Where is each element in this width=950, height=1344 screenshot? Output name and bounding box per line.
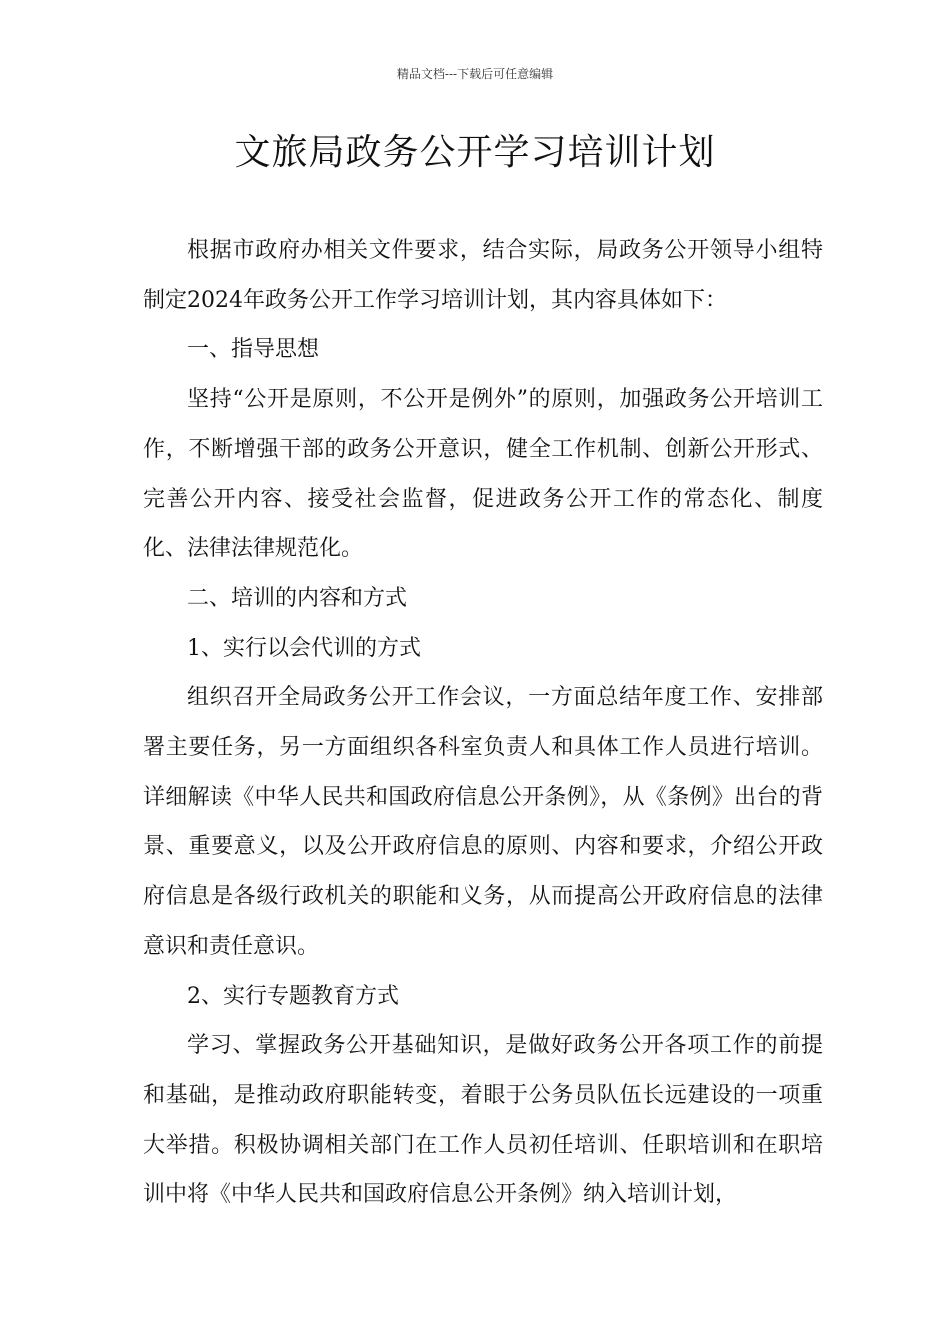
subheading-topic-education: 2、实行专题教育方式 (187, 983, 399, 1009)
meeting-training-paragraph: 组织召开全局政务公开工作会议，一方面总结年度工作、安排部署主要任务，另一方面组织各科室负责人和具体工作人员进行培训。详细解读《中华人民共和国政府信息公开条例》，从《条例》出台的背景、重要意义，以及公开政府信息的原则、内容和要求，介绍公开政府信息是各级行政机关的职能和义务，从而提高公开政府信息的法律意识和责任意识。 (143, 685, 823, 959)
section-heading-training-content: 二、培训的内容和方式 (187, 585, 408, 611)
page-header: 精品文档---下载后可任意编辑 (396, 67, 554, 81)
subheading-meeting-training: 1、实行以会代训的方式 (187, 635, 421, 661)
topic-education-paragraph: 学习、掌握政务公开基础知识，是做好政务公开各项工作的前提和基础，是推动政府职能转变，着眼于公务员队伍长远建设的一项重大举措。积极协调相关部门在工作人员初任培训、任职培训和在职培训中将《中华人民共和国政府信息公开条例》纳入培训计划， (143, 1033, 823, 1208)
section-heading-guiding-thought: 一、指导思想 (187, 337, 320, 363)
guiding-thought-paragraph: 坚持“公开是原则，不公开是例外”的原则，加强政务公开培训工作，不断增强干部的政务公开意识，健全工作机制、创新公开形式、完善公开内容、接受社会监督，促进政务公开工作的常态化、制度化、法律法律规范化。 (143, 387, 823, 562)
document-title: 文旅局政务公开学习培训计划 (234, 132, 716, 173)
intro-paragraph: 根据市政府办相关文件要求，结合实际，局政务公开领导小组特制定2024年政务公开工作学习培训计划，其内容具体如下： (143, 238, 823, 313)
document-body (143, 226, 823, 1220)
